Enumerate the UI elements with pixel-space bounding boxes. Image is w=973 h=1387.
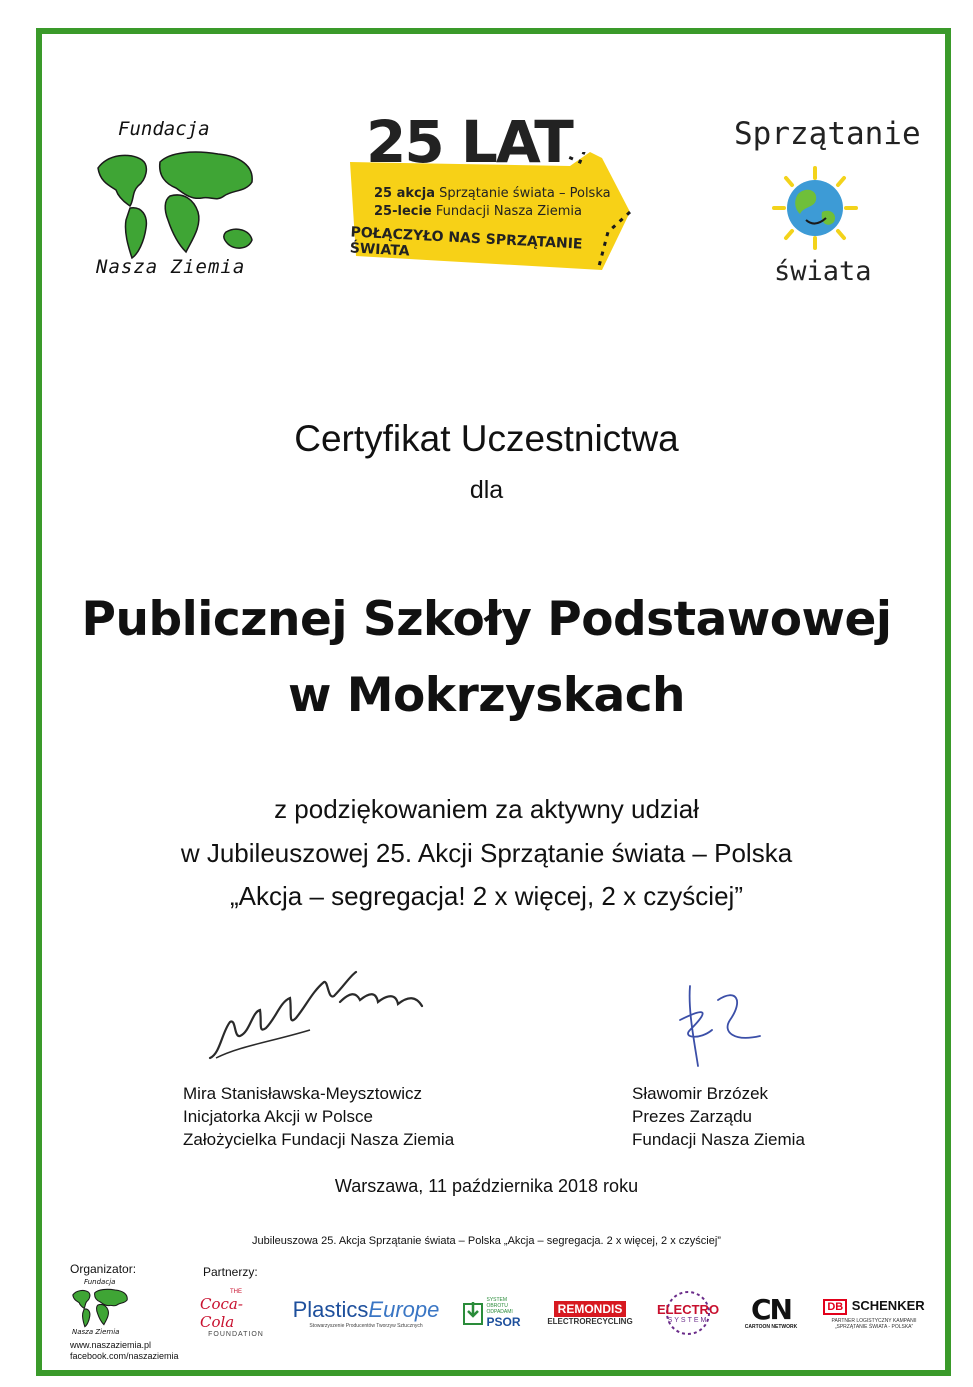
partner-db-schenker — [818, 1290, 930, 1336]
25-lat-heading: 25 LAT — [366, 108, 572, 176]
cn-logo: CN — [751, 1293, 791, 1326]
organizer-logo — [70, 1278, 132, 1338]
coca-foundation: FOUNDATION — [208, 1330, 264, 1338]
ss-bottom-text: świata — [774, 256, 872, 287]
signatory-1 — [183, 1082, 454, 1151]
recipient-line-1: Publicznej Szkoły Podstawowej — [81, 592, 892, 647]
partner-electro-system — [650, 1290, 726, 1336]
electro-sub: SYSTEM — [667, 1317, 709, 1324]
plastics-b: Europe — [368, 1297, 440, 1322]
25-lat-line2 — [374, 204, 582, 219]
signatory-1-role2: Założycielka Fundacji Nasza Ziemia — [183, 1130, 455, 1149]
25-lat-slogan: POŁĄCZYŁO NAS SPRZĄTANIE ŚWIATA — [349, 224, 583, 260]
thanks-line-3: „Akcja – segregacja! 2 x więcej, 2 x czyściej” — [230, 881, 743, 911]
25-lat-logo — [340, 108, 640, 288]
organizer-website: www.naszaziemia.pl — [70, 1340, 152, 1350]
org-logo-top-text: Fundacja — [84, 1278, 116, 1286]
organizer-facebook: facebook.com/naszaziemia — [70, 1351, 179, 1361]
signatory-2-role2: Fundacji Nasza Ziemia — [632, 1130, 805, 1149]
recipient-line-2: w Mokrzyskach — [287, 668, 686, 723]
signatory-2-role1: Prezes Zarządu — [632, 1107, 752, 1126]
world-map-icon — [90, 146, 260, 264]
smiling-earth-icon — [770, 166, 860, 250]
certificate-title: Certyfikat Uczestnictwa — [294, 418, 679, 459]
issue-date: Warszawa, 11 października 2018 roku — [334, 1176, 639, 1196]
25-lat-line1 — [374, 186, 611, 201]
coca-name: Coca-Cola — [200, 1294, 243, 1331]
signature-mira-image — [200, 962, 440, 1072]
psor-small: SYSTEM OBROTU ODPADAMI — [486, 1297, 513, 1315]
signature-slawomir-image — [660, 980, 780, 1070]
lat-line1-bold: 25 akcja — [374, 186, 435, 201]
lat-line1-rest: Sprzątanie świata – Polska — [439, 186, 611, 201]
fundacja-nasza-ziemia-logo — [86, 110, 266, 290]
signatory-1-name: Mira Stanisławska-Meysztowicz — [183, 1084, 422, 1103]
thanks-line-2: w Jubileuszowej 25. Akcji Sprzątanie świata – Polska — [180, 838, 793, 868]
schenker-sub2: „SPRZĄTANIE ŚWIATA - POLSKA” — [834, 1323, 914, 1330]
certificate-for: dla — [469, 476, 504, 504]
campaign-line: Jubileuszowa 25. Akcja Sprzątanie świata – Polska „Akcja – segregacja. 2 x więcej, 2 x czyściej” — [252, 1235, 721, 1247]
signatory-2-name: Sławomir Brzózek — [632, 1084, 769, 1103]
sprzatanie-swiata-logo — [728, 110, 921, 290]
schenker-name: SCHENKER — [851, 1297, 925, 1313]
signatory-1-role1: Inicjatorka Akcji w Polsce — [183, 1107, 373, 1126]
schenker-sub1: PARTNER LOGISTYCZNY KAMPANII — [831, 1317, 917, 1324]
partner-coca-cola-foundation — [200, 1290, 272, 1336]
cn-sub: CARTOON NETWORK — [744, 1324, 798, 1330]
org-logo-bottom-text: Nasza Ziemia — [72, 1328, 120, 1336]
partner-cartoon-network — [738, 1290, 804, 1336]
partner-plastics-europe — [290, 1290, 442, 1336]
db-logo: DB — [823, 1299, 847, 1315]
remondis-name: REMONDIS — [554, 1301, 627, 1317]
coca-the: THE — [230, 1288, 242, 1295]
electro-name: ELECTRO — [656, 1302, 720, 1317]
ss-top-text: Sprzątanie — [734, 116, 921, 152]
thanks-line-1: z podziękowaniem za aktywny udział — [274, 794, 699, 824]
organizer-map-icon — [70, 1286, 130, 1330]
psor-name: PSOR — [486, 1315, 521, 1329]
plastics-a: Plastics — [292, 1297, 369, 1322]
signatory-2 — [632, 1082, 805, 1151]
lat-line2-bold: 25-lecie — [374, 204, 432, 219]
logo-fundacja-text: Fundacja — [118, 118, 210, 140]
partners-label: Partnerzy: — [203, 1265, 258, 1279]
logo-nasza-ziemia-text: Nasza Ziemia — [96, 256, 246, 278]
psor-recycle-icon — [462, 1300, 484, 1326]
lat-line2-rest: Fundacji Nasza Ziemia — [435, 204, 583, 219]
plastics-sub: Stowarzyszenie Producentów Tworzyw Sztucznych — [309, 1323, 423, 1329]
partner-psor — [458, 1290, 530, 1336]
organizer-label: Organizator: — [70, 1262, 137, 1276]
partner-remondis — [546, 1290, 634, 1336]
remondis-sub: ELECTRORECYCLING — [547, 1316, 633, 1326]
